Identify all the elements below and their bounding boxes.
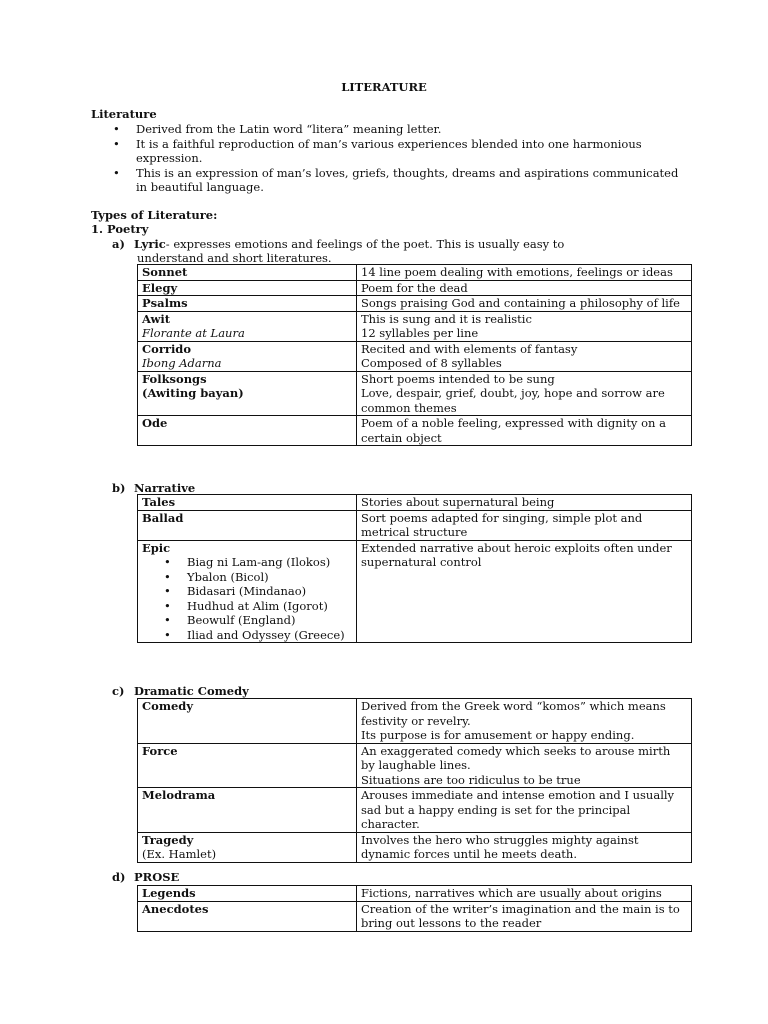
narrative-type-name: Ballad bbox=[138, 510, 357, 540]
prose-type-name: Anecdotes bbox=[138, 901, 357, 931]
list-item: • Ybalon (Bicol) bbox=[142, 570, 352, 585]
lyric-heading bbox=[112, 237, 702, 252]
poem-type-name: Psalms bbox=[138, 296, 357, 312]
intro-bullet: • Derived from the Latin word “litera” meaning letter. bbox=[91, 122, 681, 137]
poem-example: Ibong Adarna bbox=[142, 356, 222, 370]
poem-type-name: Folksongs bbox=[142, 371, 207, 386]
list-item: • Hudhud at Alim (Igorot) bbox=[142, 599, 352, 614]
narrative-type-name: Tales bbox=[138, 495, 357, 511]
table-row bbox=[138, 265, 692, 281]
poem-type-description: This is sung and it is realistic bbox=[361, 311, 532, 326]
narrative-label: Narrative bbox=[134, 481, 196, 495]
lyric-label: Lyric bbox=[134, 237, 166, 251]
page-title: LITERATURE bbox=[341, 80, 427, 94]
poem-type-name: Ode bbox=[138, 416, 357, 446]
table-row bbox=[138, 495, 692, 511]
poem-type-description: Poem of a noble feeling, expressed with dignity on a certain object bbox=[357, 416, 692, 446]
table-row bbox=[138, 832, 692, 862]
table-row bbox=[138, 743, 692, 788]
poem-type-cell bbox=[138, 371, 357, 416]
poetry-heading: 1. Poetry bbox=[91, 222, 149, 236]
intro-bullet: • This is an expression of man’s loves, griefs, thoughts, dreams and aspirations communicated in beautiful language. bbox=[91, 166, 681, 195]
narrative-type-name: Epic bbox=[142, 540, 171, 555]
table-row bbox=[138, 371, 692, 416]
prose-heading bbox=[112, 870, 179, 885]
literature-heading: Literature bbox=[91, 107, 157, 121]
table-row bbox=[138, 296, 692, 312]
poem-type-name: Sonnet bbox=[138, 265, 357, 281]
narrative-type-description: Stories about supernatural being bbox=[357, 495, 692, 511]
list-item: • Biag ni Lam-ang (Ilokos) bbox=[142, 555, 352, 570]
list-item: • Beowulf (England) bbox=[142, 613, 352, 628]
poem-type-name: Elegy bbox=[138, 280, 357, 296]
table-row bbox=[138, 341, 692, 371]
drama-example: (Ex. Hamlet) bbox=[142, 847, 217, 861]
dramatic-heading bbox=[112, 684, 249, 699]
poem-type-cell bbox=[138, 341, 357, 371]
drama-type-description: Involves the hero who struggles mighty against dynamic forces until he meets death. bbox=[357, 832, 692, 862]
table-row bbox=[138, 416, 692, 446]
table-row bbox=[138, 699, 692, 744]
poem-type-description: 12 syllables per line bbox=[361, 326, 479, 340]
table-row bbox=[138, 311, 692, 341]
types-heading: Types of Literature: bbox=[91, 208, 218, 222]
table-row bbox=[138, 788, 692, 833]
drama-type-name: Force bbox=[138, 743, 357, 788]
drama-type-description: Arouses immediate and intense emotion and I usually sad but a happy ending is set for the principal character. bbox=[357, 788, 692, 833]
poem-type-description-cell bbox=[357, 371, 692, 416]
poem-type-description: 14 line poem dealing with emotions, feelings or ideas bbox=[357, 265, 692, 281]
poem-type-description: Recited and with elements of fantasy bbox=[361, 341, 578, 356]
poem-type-description: Songs praising God and containing a philosophy of life bbox=[357, 296, 692, 312]
poem-type-name: Corrido bbox=[142, 341, 192, 356]
poem-type-description: Short poems intended to be sung bbox=[361, 371, 555, 386]
drama-type-name: Melodrama bbox=[138, 788, 357, 833]
narrative-table bbox=[137, 494, 692, 643]
prose-type-description: Creation of the writer’s imagination and the main is to bring out lessons to the reader bbox=[357, 901, 692, 931]
prose-type-name: Legends bbox=[138, 886, 357, 902]
list-item: • Iliad and Odyssey (Greece) bbox=[142, 628, 352, 643]
table-row bbox=[138, 510, 692, 540]
lyric-description: - expresses emotions and feelings of the poet. This is usually easy to bbox=[165, 237, 565, 251]
poem-type-description: Love, despair, grief, doubt, joy, hope and sorrow are common themes bbox=[361, 386, 665, 415]
epic-example-list bbox=[142, 555, 352, 642]
drama-type-description: Derived from the Greek word “komos” which means festivity or revelry. bbox=[361, 699, 666, 728]
drama-type-name: Tragedy bbox=[142, 832, 194, 847]
drama-type-description: An exaggerated comedy which seeks to arouse mirth by laughable lines. bbox=[361, 743, 671, 772]
intro-bullet-list bbox=[91, 122, 681, 195]
narrative-type-cell bbox=[138, 540, 357, 643]
lyric-description-cont: understand and short literatures. bbox=[137, 251, 332, 265]
table-row bbox=[138, 886, 692, 902]
narrative-marker: b) bbox=[112, 481, 126, 495]
prose-marker: d) bbox=[112, 870, 126, 884]
drama-type-description-cell bbox=[357, 743, 692, 788]
prose-type-description: Fictions, narratives which are usually about origins bbox=[357, 886, 692, 902]
prose-label: PROSE bbox=[134, 870, 180, 884]
poem-type-description: Composed of 8 syllables bbox=[361, 356, 502, 370]
table-row bbox=[138, 540, 692, 643]
drama-type-description: Situations are too ridiculus to be true bbox=[361, 772, 581, 787]
prose-table bbox=[137, 885, 692, 932]
dramatic-label: Dramatic Comedy bbox=[134, 684, 249, 698]
poem-example: Florante at Laura bbox=[142, 326, 245, 340]
table-row bbox=[138, 280, 692, 296]
narrative-type-description: Extended narrative about heroic exploits often under supernatural control bbox=[357, 540, 692, 643]
poem-type-cell bbox=[138, 311, 357, 341]
list-item: • Bidasari (Mindanao) bbox=[142, 584, 352, 599]
drama-type-name: Comedy bbox=[138, 699, 357, 744]
poem-type-description-cell bbox=[357, 341, 692, 371]
dramatic-marker: c) bbox=[112, 684, 125, 698]
drama-type-description-cell bbox=[357, 699, 692, 744]
poem-type-description-cell bbox=[357, 311, 692, 341]
lyric-marker: a) bbox=[112, 237, 125, 251]
narrative-type-description: Sort poems adapted for singing, simple plot and metrical structure bbox=[357, 510, 692, 540]
poem-type-name: Awit bbox=[142, 311, 171, 326]
drama-type-description: Its purpose is for amusement or happy ending. bbox=[361, 728, 635, 742]
table-row bbox=[138, 901, 692, 931]
poem-type-name-alt: (Awiting bayan) bbox=[142, 386, 244, 400]
poem-type-description: Poem for the dead bbox=[357, 280, 692, 296]
lyric-table bbox=[137, 264, 692, 446]
drama-type-cell bbox=[138, 832, 357, 862]
dramatic-table bbox=[137, 698, 692, 863]
intro-bullet: • It is a faithful reproduction of man’s various experiences blended into one harmonious expression. bbox=[91, 137, 681, 166]
